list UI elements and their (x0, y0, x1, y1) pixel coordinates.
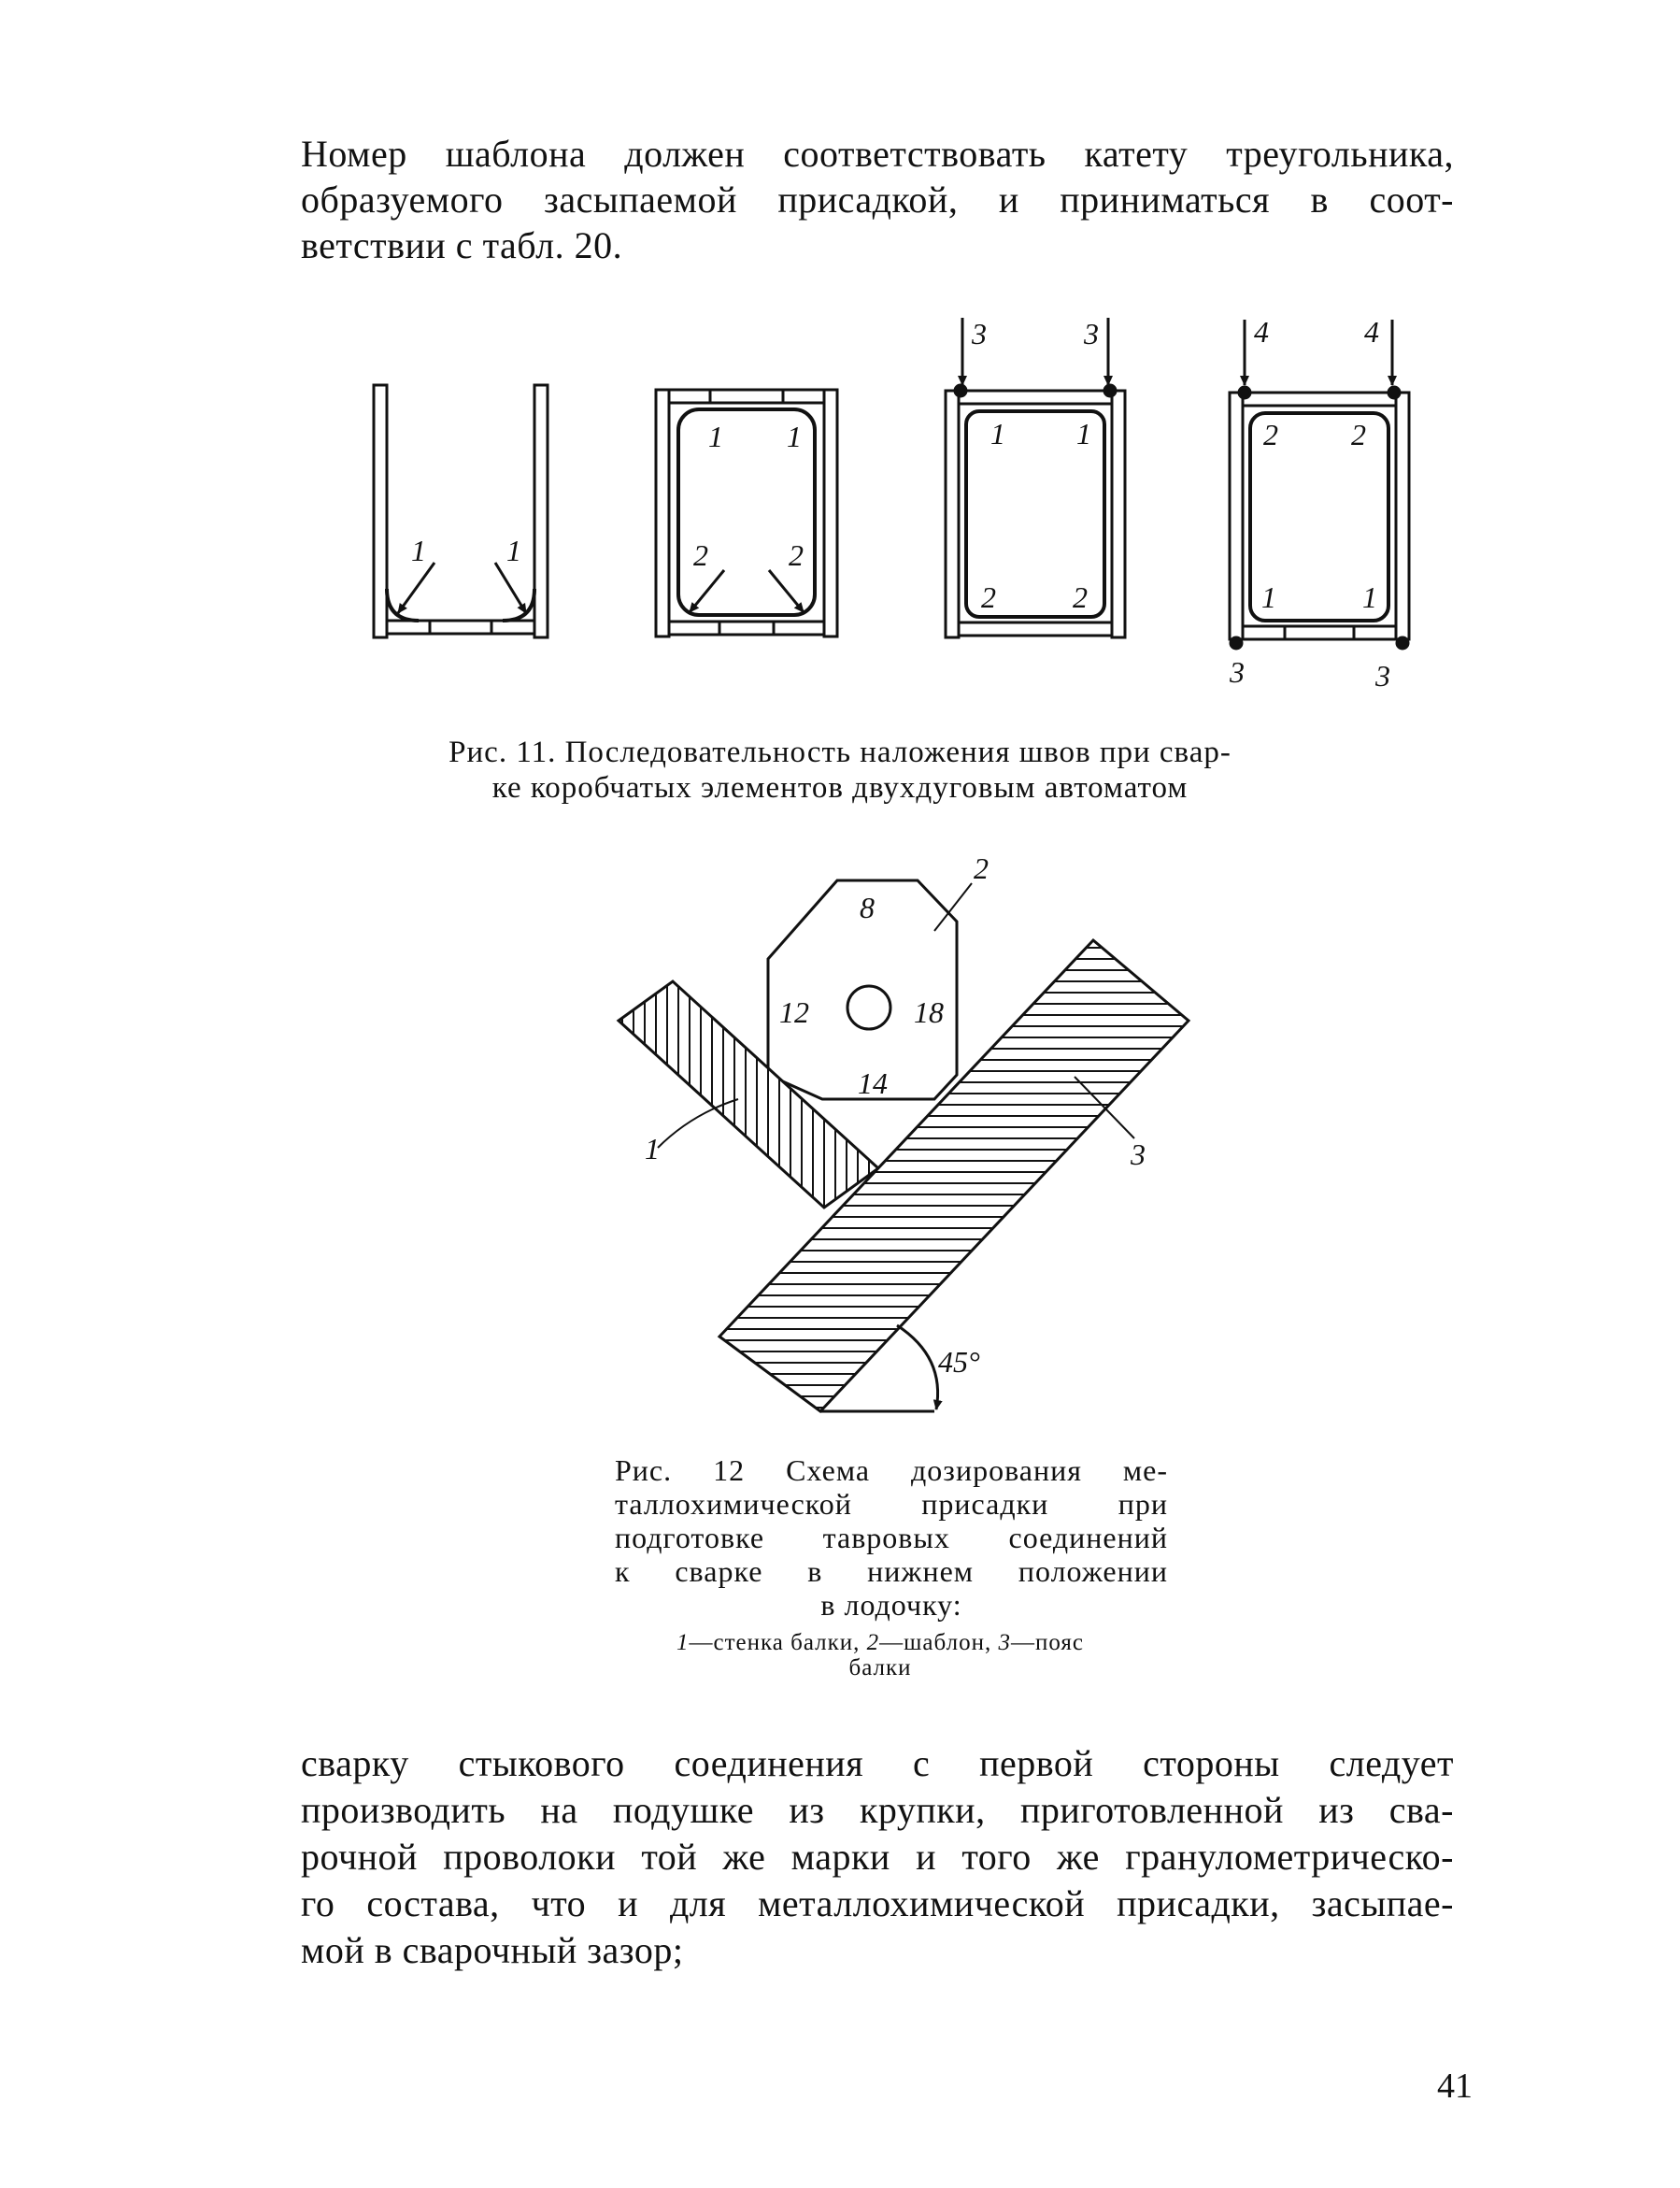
label: 12 (779, 995, 809, 1029)
caption-line: таллохимической присадки при (615, 1487, 1168, 1521)
legend-line (591, 1630, 1170, 1655)
label: 3 (1375, 659, 1390, 693)
label: 2 (981, 580, 996, 614)
legend-text: —шаблон, (879, 1630, 992, 1655)
label: 4 (1364, 315, 1379, 349)
label: 4 (1254, 315, 1269, 349)
weld-dot (955, 385, 966, 396)
label: 1 (645, 1132, 660, 1166)
bottom-paragraph (301, 1740, 1454, 1974)
text-line: Номер шаблона должен соответствовать катету треугольника, (301, 133, 1454, 175)
label: 1 (1076, 417, 1091, 450)
fig11-panel-3 (946, 318, 1125, 637)
label: 1 (708, 420, 723, 453)
label: 2 (693, 538, 708, 572)
figure12-caption (615, 1453, 1168, 1622)
fig11-panel-1 (374, 385, 548, 637)
label: 2 (974, 851, 989, 885)
label: 1 (411, 534, 426, 567)
label: 1 (1362, 580, 1377, 614)
caption-line: подготовке тавровых соединений (615, 1521, 1168, 1554)
legend-number: 3 (998, 1630, 1011, 1655)
text-line: го состава, что и для металлохимической присадки, засыпае- (301, 1882, 1454, 1924)
label: 2 (1263, 418, 1278, 451)
weld-dot (1104, 385, 1116, 396)
fig11-panel-2 (656, 390, 837, 636)
label: 1 (990, 417, 1005, 450)
label: 14 (858, 1066, 888, 1100)
caption-line: к сварке в нижнем положении (615, 1554, 1168, 1588)
legend-line: балки (848, 1655, 912, 1680)
caption-line: в лодочку: (820, 1588, 962, 1622)
text-line: рочной проволоки той же марки и того же гранулометрическо- (301, 1836, 1454, 1878)
label: 8 (860, 891, 875, 924)
label: 3 (1230, 655, 1245, 689)
label: 1 (787, 420, 802, 453)
label: 2 (1073, 580, 1088, 614)
legend-number: 1 (676, 1630, 690, 1655)
label: 2 (1351, 418, 1366, 451)
page-number: 41 (1437, 2066, 1473, 2106)
label: 2 (789, 538, 804, 572)
label: 3 (972, 317, 987, 350)
text-line: сварку стыкового соединения с первой стороны следует (301, 1742, 1454, 1784)
label: 1 (1261, 580, 1276, 614)
caption-line: Рис. 11. Последовательность наложения швов при свар- (448, 736, 1232, 769)
figure12-legend (591, 1630, 1170, 1680)
figure11-caption (0, 735, 1680, 806)
label: 1 (506, 534, 521, 567)
text-line: производить на подушке из крупки, приготовленной из сва- (301, 1789, 1454, 1831)
legend-text: —пояс (1010, 1630, 1084, 1655)
template-hole (847, 986, 890, 1029)
caption-line: Рис. 12 Схема дозирования ме- (615, 1453, 1168, 1487)
label: 18 (914, 995, 944, 1029)
fig11-panel-4 (1230, 320, 1409, 639)
label: 3 (1131, 1137, 1146, 1171)
text-line: мой в сварочный зазор; (301, 1929, 684, 1971)
caption-line: ке коробчатых элементов двухдуговым автоматом (491, 771, 1189, 805)
angle-label: 45° (938, 1345, 980, 1379)
text-line: ветствии с табл. 20. (301, 224, 623, 266)
legend-text: —стенка балки, (689, 1630, 861, 1655)
label: 3 (1084, 317, 1099, 350)
legend-number: 2 (866, 1630, 880, 1655)
text-line: образуемого засыпаемой присадкой, и приниматься в соот- (301, 179, 1454, 221)
